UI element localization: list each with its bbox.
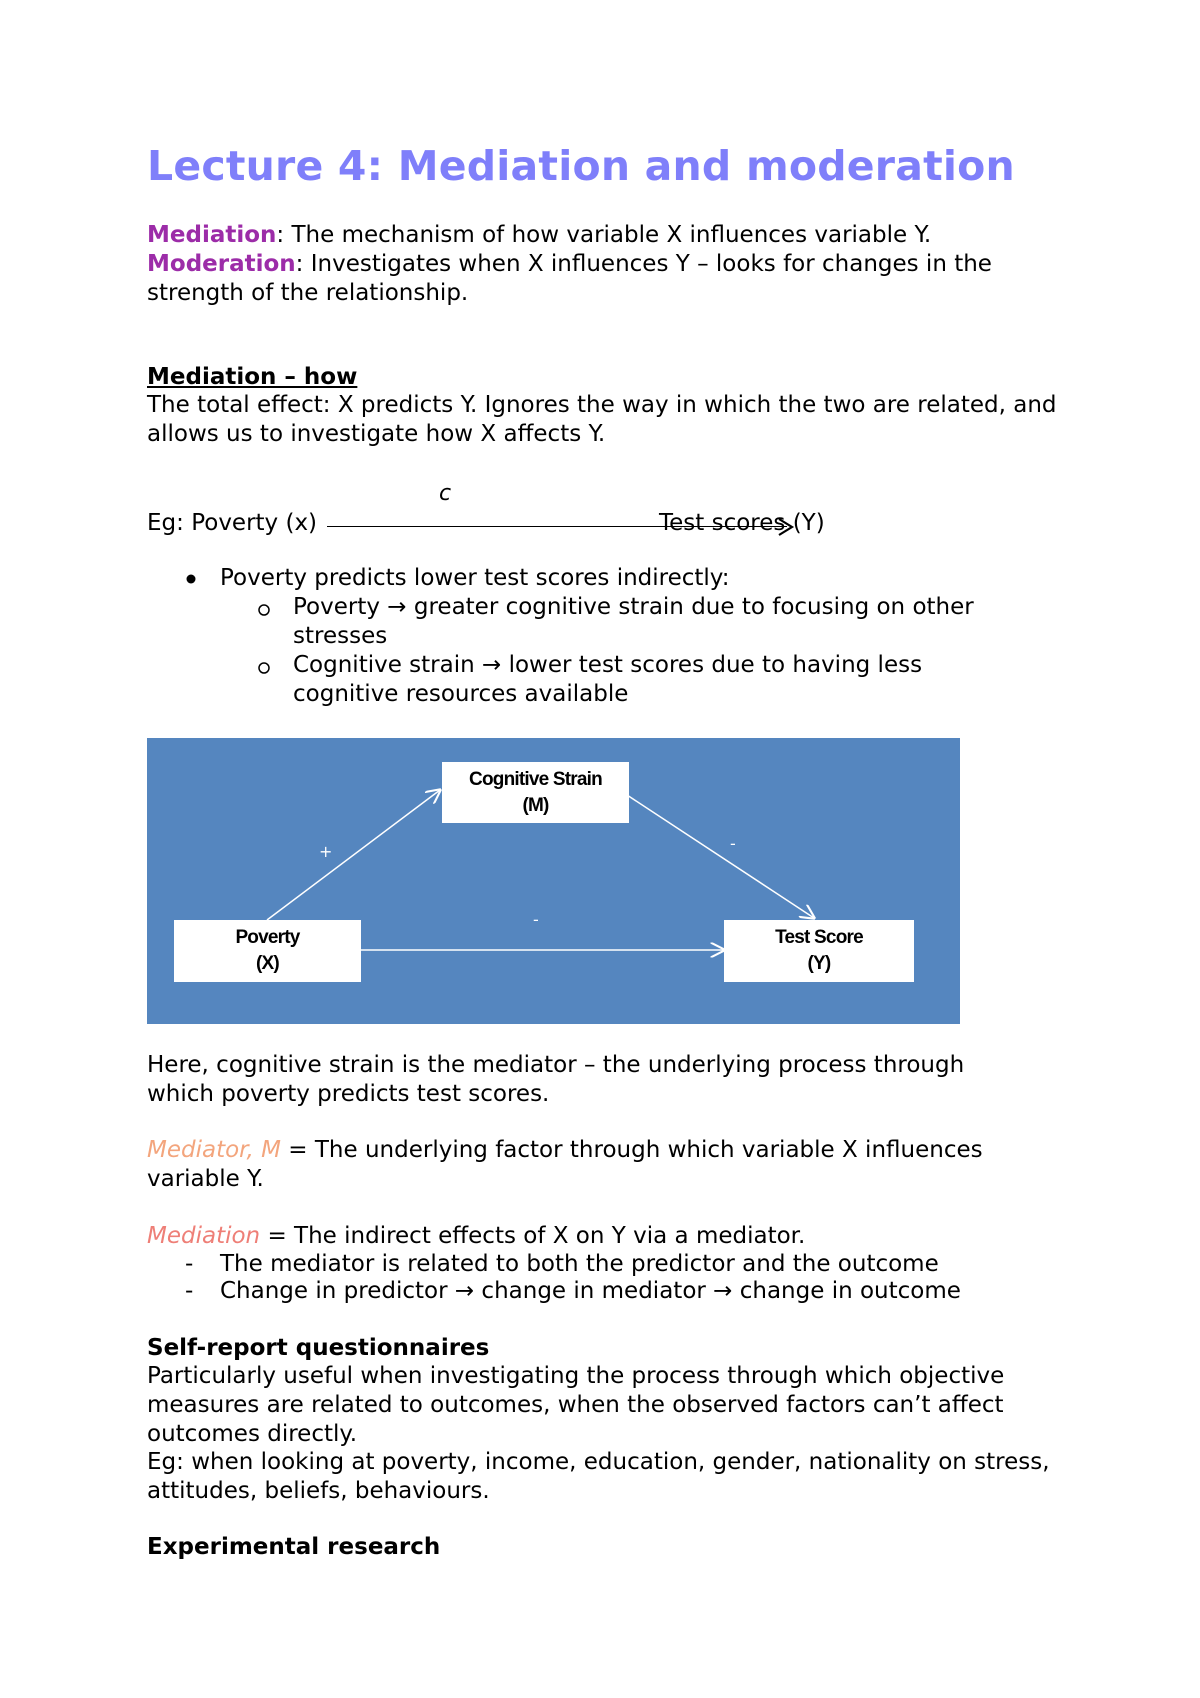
dash-item-2: Change in predictor → change in mediator → change in outcome [220, 1278, 961, 1304]
self-report-text-2: Eg: when looking at poverty, income, education, gender, nationality on stress, attitudes, beliefs, behaviours. [147, 1449, 1050, 1504]
dash-item-1: The mediator is related to both the predictor and the outcome [220, 1251, 939, 1277]
mediation-diagram [147, 738, 960, 1024]
sub-bullet-circle-icon [257, 661, 271, 675]
moderation-definition [147, 250, 1067, 308]
mediator-box [442, 762, 629, 823]
here-text: Here, cognitive strain is the mediator – the underlying process through which poverty predicts test scores. [147, 1052, 965, 1107]
mediation-definition-text: : The mechanism of how variable X influences variable Y. [276, 222, 932, 248]
mediation-definition [147, 221, 1067, 250]
arrow-m-to-y [627, 795, 814, 918]
predictor-box [174, 920, 361, 982]
mediation-indirect-definition [147, 1222, 1047, 1251]
predictor-label: Poverty [235, 927, 300, 948]
dash-bullet-icon: - [185, 1278, 194, 1304]
moderation-term: Moderation [147, 251, 296, 277]
sub-bullet-circle-icon [257, 603, 271, 617]
arrow-x-to-m [267, 790, 440, 920]
mediator-label: Cognitive Strain [469, 768, 602, 790]
self-report-text-1: Particularly useful when investigating the process through which objective measures are related to outcomes, when the observed factors can’t affect outcomes directly. [147, 1363, 1005, 1447]
sign-m-to-y: - [730, 834, 736, 853]
sub-bullet-1: Poverty → greater cognitive strain due to focusing on other stresses [293, 594, 974, 649]
mediation-how-heading: Mediation – how [147, 364, 358, 390]
sign-x-to-y: - [533, 910, 539, 929]
mediation-indirect-term: Mediation [147, 1223, 261, 1249]
page-title: Lecture 4: Mediation and moderation [147, 142, 1015, 190]
mediator-symbol: (M) [522, 794, 549, 816]
path-c-label: c [439, 481, 452, 506]
mediator-definition [147, 1136, 1047, 1194]
self-report-heading: Self-report questionnaires [147, 1335, 490, 1361]
dash-bullet-icon: - [185, 1251, 194, 1277]
example-right: Test scores (Y) [659, 510, 825, 536]
mediator-definition-text: = The underlying factor through which variable X influences variable Y. [147, 1137, 983, 1192]
predictor-symbol: (X) [256, 953, 279, 974]
outcome-symbol: (Y) [807, 953, 831, 974]
experimental-heading: Experimental research [147, 1534, 441, 1560]
mediation-indirect-text: = The indirect effects of X on Y via a mediator. [260, 1223, 806, 1249]
example-left: Eg: Poverty (x) [147, 510, 318, 536]
sub-bullet-2: Cognitive strain → lower test scores due to having less cognitive resources available [293, 652, 923, 707]
bullet-dot-icon [185, 573, 197, 585]
bullet-main: Poverty predicts lower test scores indirectly: [220, 565, 730, 591]
mediation-term: Mediation [147, 222, 277, 248]
outcome-box [724, 920, 914, 982]
mediator-term: Mediator, M [147, 1137, 281, 1163]
mediation-how-text: The total effect: X predicts Y. Ignores the way in which the two are related, and allows us to investigate how X affects Y. [147, 392, 1057, 447]
outcome-label: Test Score [775, 927, 863, 948]
moderation-definition-text: : Investigates when X influences Y – looks for changes in the strength of the relationship. [147, 251, 992, 306]
sign-x-to-m: + [319, 842, 333, 861]
